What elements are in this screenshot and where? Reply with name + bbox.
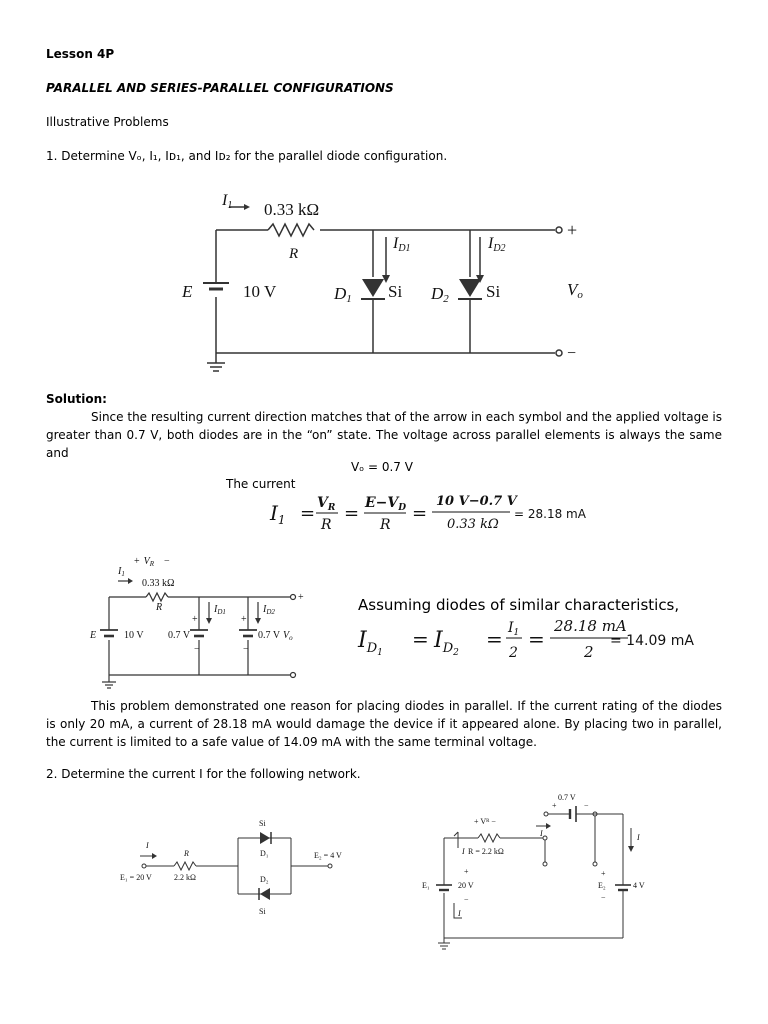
problem1-prompt: 1. Determine Vₒ, I₁, Iᴅ₁, and Iᴅ₂ for the parallel diode configuration.: [46, 149, 448, 163]
svg-text:R: R: [380, 517, 391, 533]
cb-07v: 0.7 V: [558, 793, 576, 802]
ca-i: I: [146, 841, 149, 850]
c2-vr-label: + $V_R$ −: [134, 556, 170, 568]
svg-text:VR: $V_R$: [317, 495, 336, 513]
e-value-label: 10 V: [243, 282, 277, 301]
c2-vo-voltage: 0.7 V $V_o$: [258, 630, 293, 642]
circuit-a-diagram: [116, 818, 366, 928]
si2-label: Si: [486, 282, 501, 301]
svg-text:+: +: [298, 592, 304, 603]
c2-e-value: 10 V: [124, 630, 144, 641]
ca-d2: D₂: [260, 875, 269, 884]
ca-d1: D₁: [260, 849, 269, 858]
vo-equation: Vₒ = 0.7 V: [351, 460, 413, 474]
svg-text:=: =: [344, 503, 360, 524]
svg-text:10 V−0.7 V: 10 V−0.7 V: [436, 494, 517, 509]
plus-terminal: +: [567, 220, 578, 240]
svg-text:28.18 mA: 28.18 mA: [554, 617, 627, 635]
c2-r-value: 0.33 kΩ: [142, 578, 175, 589]
ca-si-bottom: Si: [259, 907, 266, 916]
cb-e2-value: 4 V: [633, 881, 645, 890]
solution-label: Solution:: [46, 392, 107, 406]
d2-label: D2: [431, 284, 449, 305]
circuit1-labels: [181, 192, 583, 362]
svg-text:−: −: [601, 893, 606, 902]
current-label: The current: [226, 477, 296, 491]
svg-text:+: +: [601, 869, 606, 878]
c2-id1-label: $I_{D1}$: [214, 604, 226, 616]
conclusion-text: This problem demonstrated one reason for placing diodes in parallel. If the current rating of the diodes is only 20 mA, a current of 28.18 mA would damage the device if it appeared alone. By placing two in parallel, the current is limited to a safe value of 14.09 mA with the same terminal voltage.: [46, 699, 722, 749]
cb-vr: + Vᴿ −: [474, 817, 496, 826]
cb-i-right: I: [637, 833, 640, 842]
page-title: PARALLEL AND SERIES-PARALLEL CONFIGURATIONS: [46, 81, 394, 95]
svg-text:= 28.18 mA: = 28.18 mA: [514, 507, 586, 521]
ca-e1: E₁ = 20 V: [120, 873, 152, 882]
id2-label: ID2: [488, 235, 506, 254]
lesson-label: Lesson 4P: [46, 47, 115, 61]
r-value-label: 0.33 kΩ: [264, 200, 320, 219]
cb-e2: E₂: [598, 881, 606, 890]
svg-text:0.33 kΩ: 0.33 kΩ: [447, 517, 499, 532]
ca-r-value: 2.2 kΩ: [174, 873, 196, 882]
c2-d1-voltage: 0.7 V: [168, 630, 191, 641]
i1-equation: [260, 488, 680, 538]
svg-text:R: R: [321, 517, 332, 533]
c2-e-label: E: [90, 630, 97, 641]
svg-text:−: −: [194, 644, 200, 655]
svg-text:−: −: [464, 895, 469, 904]
section-heading: Illustrative Problems: [46, 115, 169, 129]
circuit-b-diagram: [418, 788, 658, 958]
svg-text:−: −: [243, 644, 249, 655]
cb-i-left: I: [462, 847, 465, 856]
svg-text:=: =: [528, 627, 545, 651]
solution-text: Since the resulting current direction matches that of the arrow in each symbol and the applied voltage is greater than 0.7 V, both diodes are in the “on” state. The voltage across parallel elements is always the same and: [46, 410, 722, 460]
svg-text:= 14.09 mA: = 14.09 mA: [610, 633, 694, 649]
vo-label: Vo: [567, 280, 583, 301]
svg-text:=: =: [412, 503, 428, 524]
ca-e2: E₂ = 4 V: [314, 851, 342, 860]
c2-id2-label: $I_{D2}$: [263, 604, 275, 616]
assume-text: Assuming diodes of similar characteristics,: [358, 596, 680, 614]
minus-terminal: −: [567, 345, 577, 362]
cb-plus: +: [552, 801, 557, 810]
si1-label: Si: [388, 282, 403, 301]
id1-label: ID1: [393, 235, 411, 254]
svg-text:+: +: [192, 614, 198, 625]
ca-r: R: [184, 849, 189, 858]
c2-r-label: R: [156, 602, 163, 613]
svg-text:I1: $I_1$: [508, 620, 520, 638]
ca-si-top: Si: [259, 819, 266, 828]
svg-text:E−VD: $E-V_D$: [365, 495, 407, 513]
cb-minus: −: [584, 801, 589, 810]
cb-i-top: I: [540, 829, 543, 838]
d1-label: D1: [334, 284, 352, 305]
cb-e1: E₁: [422, 881, 430, 890]
i1-label: I1: [222, 192, 233, 211]
circuit2-diagram: [86, 550, 346, 700]
e-label: E: [182, 282, 193, 301]
svg-text:+: +: [464, 867, 469, 876]
cb-e1-value: 20 V: [458, 881, 474, 890]
svg-text:=: =: [486, 627, 503, 651]
problem2-prompt: 2. Determine the current I for the following network.: [46, 767, 361, 781]
svg-text:=: =: [300, 503, 316, 524]
svg-text:2: 2: [584, 643, 594, 661]
cb-i-bottom: I: [458, 909, 461, 918]
svg-text:ID2: $I_D2$: [434, 628, 459, 658]
r-label: R: [289, 246, 299, 262]
svg-text:+: +: [241, 614, 247, 625]
cb-r: R = 2.2 kΩ: [468, 847, 504, 856]
svg-text:=: =: [412, 627, 429, 651]
id-equation: [354, 612, 694, 667]
svg-text:2: 2: [509, 645, 518, 661]
c2-i1-label: $I_1$: [118, 566, 125, 578]
svg-text:ID1: $I_D1$: [358, 628, 383, 658]
svg-text:I1: $I_1$: [270, 501, 286, 527]
circuit1-diagram: [0, 185, 768, 385]
